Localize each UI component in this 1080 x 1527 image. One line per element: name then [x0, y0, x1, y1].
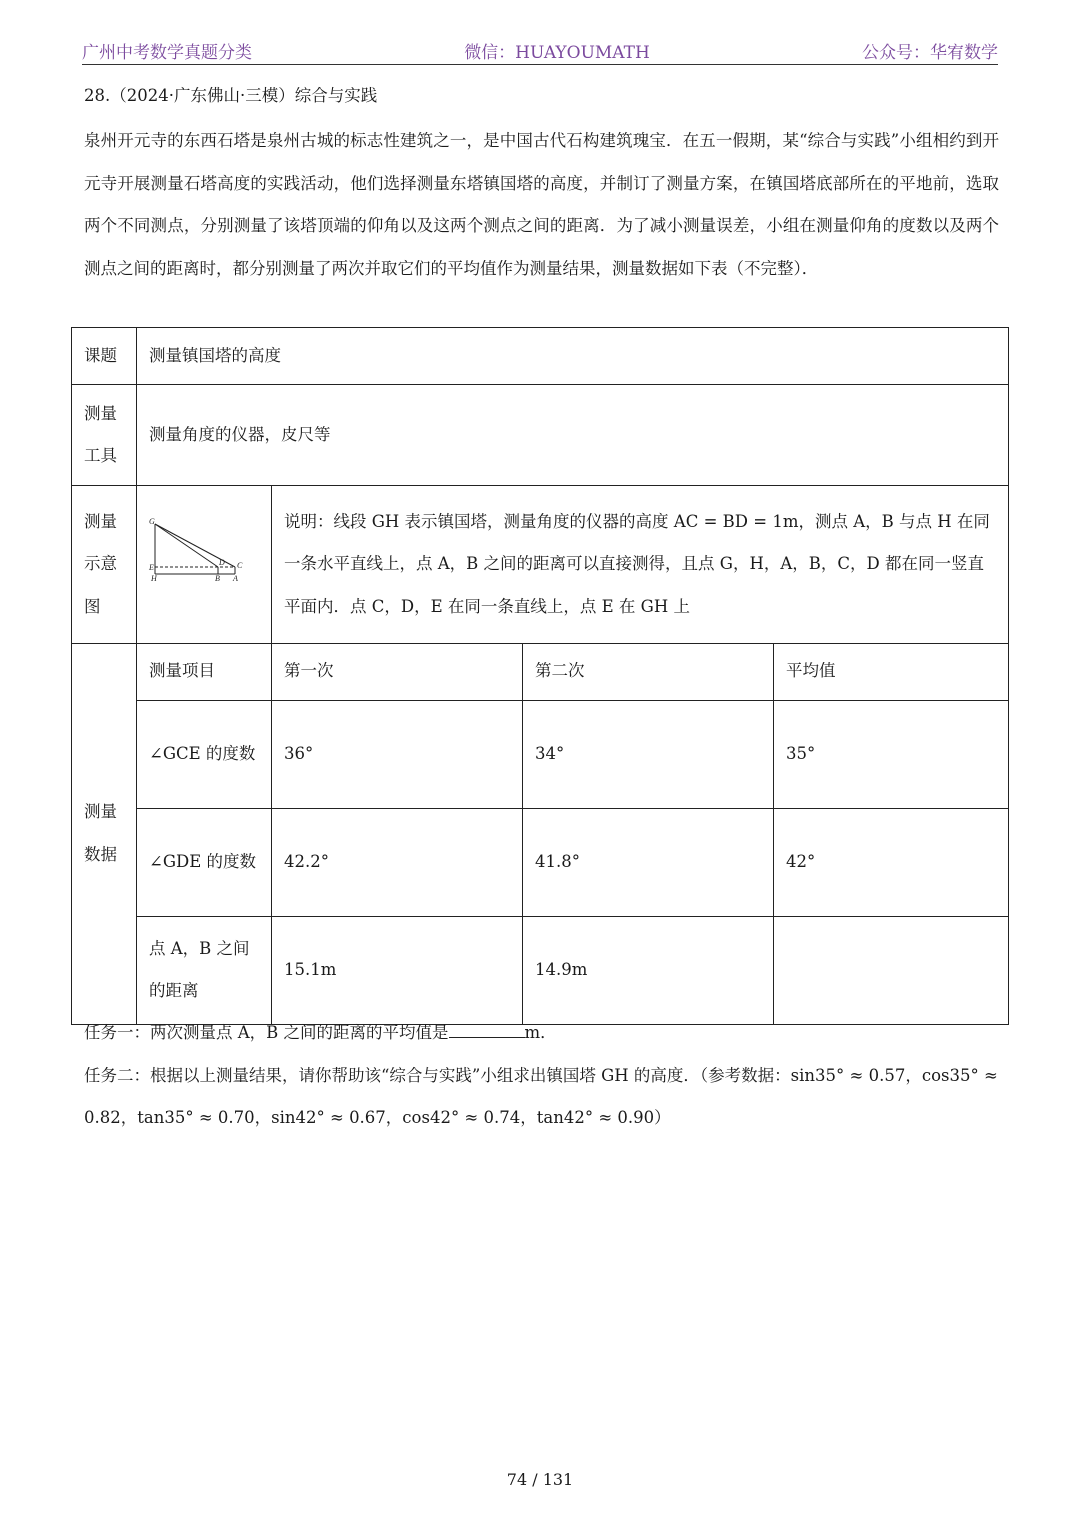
svg-text:C: C [237, 561, 243, 570]
diagram-note: 说明：线段 GH 表示镇国塔，测量角度的仪器的高度 AC = BD = 1m，测点 A，B 与点 H 在同一条水平直线上，点 A，B 之间的距离可以直接测得，且点 G，H，A，B，C，D 都在同一竖直平面内．点 C，D，E 在同一条直线上，点 E 在 GH 上 [272, 486, 1009, 644]
diagram-cell [137, 486, 272, 644]
tower-diagram [137, 486, 271, 626]
header-item: 测量项目 [137, 643, 272, 700]
tools-value: 测量角度的仪器，皮尺等 [137, 385, 1009, 486]
topic-label: 课题 [72, 328, 137, 385]
measurement-table [71, 327, 1009, 1025]
diagram-label: 测量示意图 [72, 486, 137, 644]
page-header [82, 36, 998, 65]
tools-label: 测量工具 [72, 385, 137, 486]
task-two: 任务二：根据以上测量结果，请你帮助该“综合与实践”小组求出镇国塔 GH 的高度．（参考数据：sin35° ≈ 0.57，cos35° ≈ 0.82，tan35° ≈ 0.70，sin42° ≈ 0.67，cos42° ≈ 0.74，tan42° ≈ 0.90） [84, 1065, 998, 1127]
header-left: 广州中考数学真题分类 [82, 42, 252, 63]
table-row: ∠GDE 的度数 42.2° 41.8° 42° [72, 808, 1009, 916]
svg-text:A: A [233, 574, 238, 583]
table-row: 点 A，B 之间的距离 15.1m 14.9m [72, 916, 1009, 1024]
table-row: ∠GCE 的度数 36° 34° 35° [72, 700, 1009, 808]
page-number: 74 / 131 [506, 1470, 574, 1489]
answer-blank[interactable] [449, 1019, 525, 1038]
svg-text:E: E [149, 563, 154, 572]
header-second: 第二次 [523, 643, 774, 700]
data-label: 测量数据 [72, 643, 137, 1024]
header-avg: 平均值 [774, 643, 1009, 700]
question-intro: 泉州开元寺的东西石塔是泉州古城的标志性建筑之一，是中国古代石构建筑瑰宝．在五一假期，某“综合与实践”小组相约到开元寺开展测量石塔高度的实践活动，他们选择测量东塔镇国塔的高度，并制订了测量方案，在镇国塔底部所在的平地前，选取两个不同测点，分别测量了该塔顶端的仰角以及这两个测点之间的距离．为了减小测量误差，小组在测量仰角的度数以及两个测点之间的距离时，都分别测量了两次并取它们的平均值作为测量结果，测量数据如下表（不完整）． [84, 131, 999, 278]
topic-value: 测量镇国塔的高度 [137, 328, 1009, 385]
task-one: 任务一：两次测量点 A，B 之间的距离的平均值是 m． [84, 1012, 1004, 1055]
tasks [84, 1012, 1004, 1140]
svg-text:D: D [219, 558, 225, 567]
header-first: 第一次 [272, 643, 523, 700]
header-right: 公众号：华宥数学 [862, 42, 998, 63]
question-title: 28.（2024·广东佛山·三模）综合与实践 [84, 86, 378, 105]
svg-text:H: H [151, 574, 157, 583]
header-center: 微信：HUAYOUMATH [464, 42, 650, 63]
svg-text:G: G [149, 517, 155, 526]
svg-text:B: B [215, 574, 220, 583]
